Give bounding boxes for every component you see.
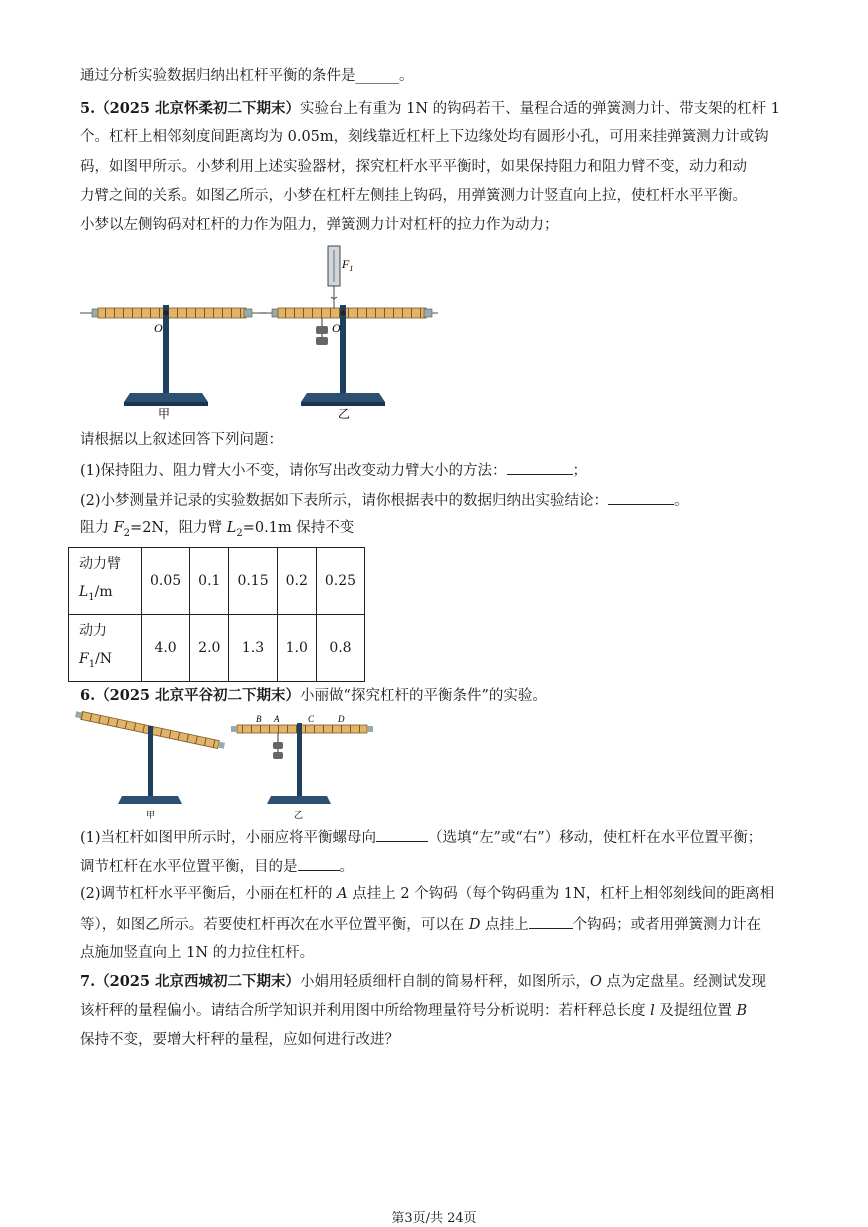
answer-blank[interactable] — [376, 827, 428, 842]
q5-sub1: (1)保持阻力、阻力臂大小不变，请你写出改变动力臂大小的方法： ； — [80, 460, 587, 481]
q5-line-3: 码，如图甲所示。小梦利用上述实验器材，探究杠杆水平平衡时，如果保持阻力和阻力臂不变，动力和动 — [80, 159, 747, 175]
q6-sub2-line-3: 点施加竖直向上 1N 的力拉住杠杆。 — [80, 945, 315, 961]
lever-yi — [231, 723, 373, 804]
table-cell: 0.2 — [277, 548, 316, 615]
table-cell: 2.0 — [190, 615, 229, 682]
q5-number: 5. — [80, 100, 96, 117]
answer-blank[interactable] — [529, 914, 573, 929]
table-cell: 0.25 — [316, 548, 364, 615]
table-row-header: 动力 $F_1/N$ — [69, 615, 142, 682]
q6-lever-figure — [72, 708, 382, 823]
table-cell: 0.8 — [316, 615, 364, 682]
table-cell: 4.0 — [142, 615, 190, 682]
q5-sub2: (2)小梦测量并记录的实验数据如下表所示，请你根据表中的数据归纳出实验结论： 。 — [80, 490, 689, 511]
table-cell: 0.05 — [142, 548, 190, 615]
answer-blank[interactable] — [507, 460, 573, 475]
fig-label-yi: 乙 — [338, 407, 351, 421]
table-cell: 1.3 — [229, 615, 277, 682]
fig-label-jia: 甲 — [146, 811, 156, 821]
q5-line-1 — [80, 99, 780, 119]
table-cell: 0.15 — [229, 548, 277, 615]
fig-label-yi: 乙 — [294, 811, 304, 821]
answer-blank[interactable] — [298, 856, 340, 871]
q6-line-1: 6.（2025 北京平谷初二下期末）小丽做“探究杠杆的平衡条件”的实验。 — [80, 687, 547, 704]
tilted-lever-jia — [75, 710, 225, 804]
force-label-f1: $F_1$ — [342, 257, 354, 273]
table-row — [69, 548, 365, 615]
q5-text: 实验台上有重为 1N 的钩码若干、量程合适的弹簧测力计、带支架的杠杆 1 — [300, 101, 781, 117]
page-footer: 第3页/共 24页 — [391, 1211, 477, 1226]
q6-sub1-line-1: (1)当杠杆如图甲所示时，小丽应将平衡螺母向 （选填“左”或“右”）移动，使杠杆在水平位置平衡； — [80, 827, 762, 848]
q5-line-4: 力臂之间的关系。如图乙所示，小梦在杠杆左侧挂上钩码，用弹簧测力计竖直向上拉，使杠杆水平平衡。 — [80, 188, 747, 204]
point-label-d: D — [338, 714, 345, 724]
q7-line-2: 该杆秤的量程偏小。请结合所学知识并利用图中所给物理量符号分析说明：若杆秤总长度 l 及提纽位置 B — [80, 1003, 748, 1019]
q6-sub2-line-1: (2)调节杠杆水平平衡后，小丽在杠杆的 A 点挂上 2 个钩码（每个钩码重为 1N，杠杆上相邻刻线间的距离相 — [80, 886, 775, 902]
q4-conclusion-line: 通过分析实验数据归纳出杠杆平衡的条件是______。 — [80, 68, 414, 84]
table-cell: 1.0 — [277, 615, 316, 682]
fig-label-jia: 甲 — [158, 407, 171, 421]
q6-sub2-line-2: 等），如图乙所示。若要使杠杆再次在水平位置平衡，可以在 D 点挂上 个钩码；或者用弹簧测力计在 — [80, 914, 761, 935]
table-cell: 0.1 — [190, 548, 229, 615]
q5-condition: 阻力 $F_2=2N$，阻力臂 $L_2=0.1m$ 保持不变 — [80, 520, 355, 539]
point-label-b: B — [256, 714, 262, 724]
q5-data-table — [68, 547, 365, 682]
q5-line-5: 小梦以左侧钩码对杠杆的力作为阻力，弹簧测力计对杠杆的拉力作为动力； — [80, 217, 559, 233]
table-row — [69, 615, 365, 682]
table-row-header: 动力臂 $L_1/m$ — [69, 548, 142, 615]
point-label-c: C — [308, 714, 315, 724]
q5-source: （2025 北京怀柔初二下期末） — [95, 100, 301, 117]
pivot-label-yi: O — [332, 321, 341, 335]
pivot-label-jia: O — [154, 321, 163, 335]
answer-blank[interactable] — [608, 490, 674, 505]
q5-line-2: 个。杠杆上相邻刻度间距离均为 0.05m，刻线靠近杠杆上下边缘处均有圆形小孔，可用来挂弹簧测力计或钩 — [80, 129, 769, 145]
point-label-a: A — [274, 714, 280, 724]
q5-prompt: 请根据以上叙述回答下列问题： — [80, 432, 283, 448]
q5-lever-figure — [70, 242, 440, 422]
q7-line-1: 7.（2025 北京西城初二下期末）小娟用轻质细杆自制的简易杆秤，如图所示，O 点为定盘星。经测试发现 — [80, 973, 767, 990]
q7-line-3: 保持不变，要增大杆秤的量程，应如何进行改进？ — [80, 1032, 399, 1048]
q6-sub1-line-2: 调节杠杆在水平位置平衡，目的是 。 — [80, 856, 354, 877]
lever-jia — [80, 305, 266, 406]
